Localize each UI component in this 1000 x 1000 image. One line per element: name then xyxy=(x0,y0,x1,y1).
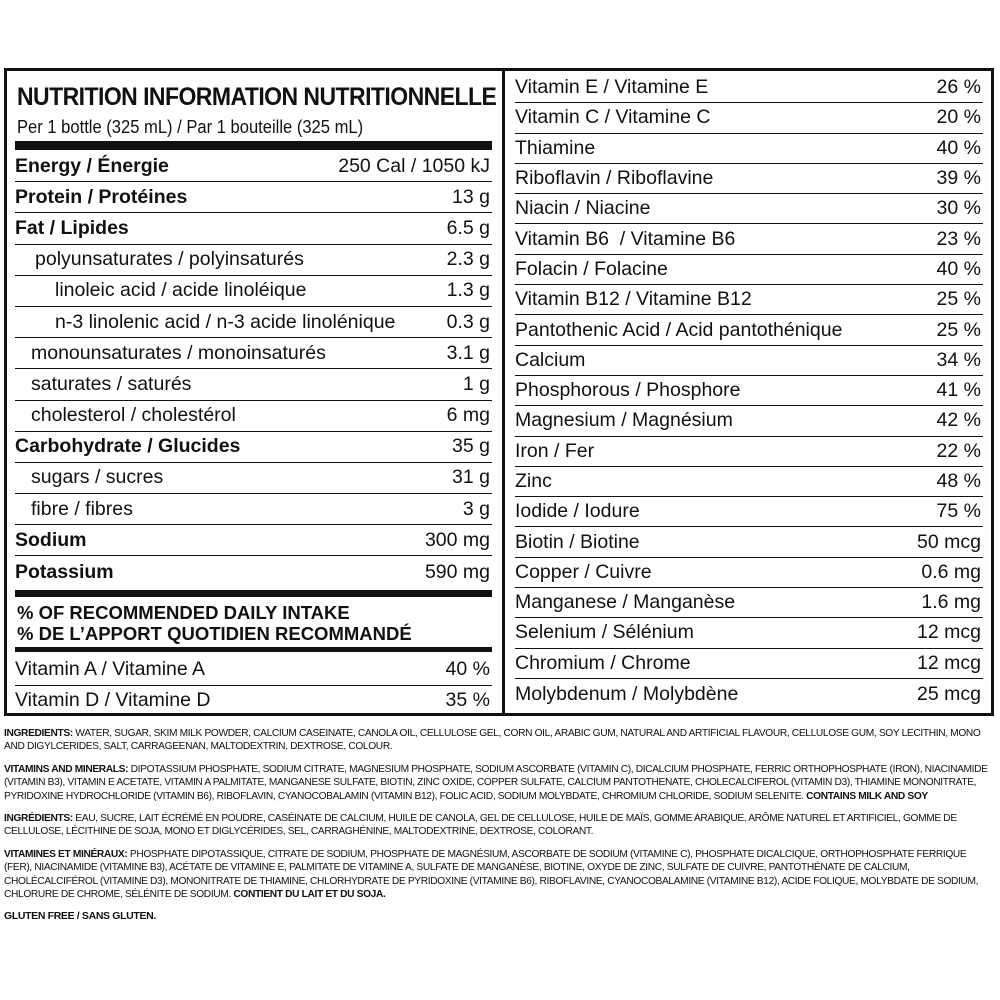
thick-rule xyxy=(15,141,492,150)
vitamin-row: Vitamin B12 / Vitamine B12 25 % xyxy=(515,285,983,315)
left-column xyxy=(15,71,497,713)
nutrient-row-saturates: saturates / saturés 1 g xyxy=(15,369,492,400)
vitamin-row: Vitamin E / Vitamine E 26 % xyxy=(515,73,983,103)
nutrient-row-linolenic: n-3 linolenic acid / n-3 acide linolénique 0.3 g xyxy=(15,307,492,338)
nutrient-row-carbohydrate: Carbohydrate / Glucides 35 g xyxy=(15,432,492,463)
vitamin-row: Molybdenum / Molybdène 25 mcg xyxy=(515,682,981,705)
vitamins-minerals-en: VITAMINS AND MINERALS: DIPOTASSIUM PHOSPHATE, SODIUM CITRATE, MAGNESIUM PHOSPHATE, SODIUM ASCORBATE (VITAMIN C), DICALCIUM PHOSPHATE, FERRIC ORTHOPHOSPHATE (IRON), NIACINAMIDE (VITAMIN B3), VITAMIN E ACETATE, VITAMIN A PALMITATE, MANGANESE SULFATE, BIOTIN, ZINC OXIDE, COPPER SULFATE, CALCIUM PANTOTHENATE, CHOLECALCIFEROL (VITAMIN D3), THIAMINE MONONITRATE, PYRIDOXINE HYDROCHLORIDE (VITAMIN B6), RIBOFLAVIN, CYANOCOBALAMIN (VITAMIN B12), FOLIC ACID, SODIUM MOLYBDATE, CHROMIUM CHLORIDE, SODIUM SELENITE. CONTAINS MILK AND SOY xyxy=(4,763,988,802)
nutrient-row-potassium: Potassium 590 mg xyxy=(15,560,490,583)
vitamin-row: Pantothenic Acid / Acid pantothénique 25 % xyxy=(515,315,983,345)
nutrient-row-fibre: fibre / fibres 3 g xyxy=(15,494,492,525)
vitamin-row: Chromium / Chrome 12 mcg xyxy=(515,649,983,679)
nutrient-row-linoleic: linoleic acid / acide linoléique 1.3 g xyxy=(15,276,492,307)
right-vitamin-list xyxy=(515,73,983,709)
vitamin-row-d: Vitamin D / Vitamine D 35 % xyxy=(15,689,490,712)
nutrient-row-fat: Fat / Lipides 6.5 g xyxy=(15,213,492,244)
vitamin-row: Manganese / Manganèse 1.6 mg xyxy=(515,588,983,618)
nutrient-row-energy: Energy / Énergie 250 Cal / 1050 kJ xyxy=(15,151,492,182)
vitamin-row: Thiamine 40 % xyxy=(515,134,983,164)
left-vitamin-list xyxy=(15,655,492,716)
nutrition-facts-panel xyxy=(4,68,994,716)
vitamin-row: Iron / Fer 22 % xyxy=(515,437,983,467)
nutrient-row-polyunsaturates: polyunsaturates / polyinsaturés 2.3 g xyxy=(15,245,492,276)
section-rule xyxy=(15,647,492,652)
vitamin-row: Vitamin B6 / Vitamine B6 23 % xyxy=(515,224,983,254)
daily-intake-heading: % OF RECOMMENDED DAILY INTAKE % DE L’APPORT QUOTIDIEN RECOMMANDÉ xyxy=(17,602,412,644)
vitamin-row: Magnesium / Magnésium 42 % xyxy=(515,406,983,436)
vitamin-row: Calcium 34 % xyxy=(515,346,983,376)
column-divider xyxy=(502,71,505,713)
ingredients-en: INGREDIENTS: WATER, SUGAR, SKIM MILK POWDER, CALCIUM CASEINATE, CANOLA OIL, CELLULOSE GEL, CORN OIL, ARABIC GUM, NATURAL AND ARTIFICIAL FLAVOUR, CELLULOSE GUM, SOY LECITHIN, MONO AND DIGYLCERIDES, SALT, CARRAGEENAN, MALTODEXTRIN, DEXTROSE, COLOUR. xyxy=(4,728,981,753)
vitamin-row: Selenium / Sélénium 12 mcg xyxy=(515,618,983,648)
vitamin-row: Vitamin C / Vitamine C 20 % xyxy=(515,103,983,133)
nutrient-row-cholesterol: cholesterol / cholestérol 6 mg xyxy=(15,401,492,432)
nutrient-list xyxy=(15,151,492,588)
ingredients-fr: INGRÉDIENTS: EAU, SUCRE, LAIT ÉCRÉMÉ EN POUDRE, CASÉINATE DE CALCIUM, HUILE DE CANOLA, GEL DE CELLULOSE, HUILE DE MAÏS, GOMME ARABIQUE, ARÔME NATUREL ET ARTIFICIEL, GOMME DE CELLULOSE, LÉCITHINE DE SOJA, MONO ET DIGLYCÉRIDES, SEL, CARRAGHÉNINE, MALTODEXTRINE, DEXTROSE, COLORANT. xyxy=(4,813,957,838)
vitamin-row: Copper / Cuivre 0.6 mg xyxy=(515,558,983,588)
vitamin-row: Phosphorous / Phosphore 41 % xyxy=(515,376,983,406)
vitamin-row: Zinc 48 % xyxy=(515,467,983,497)
gluten-free-statement: GLUTEN FREE / SANS GLUTEN. xyxy=(4,910,156,923)
nutrient-row-sugars: sugars / sucres 31 g xyxy=(15,463,492,494)
nutrient-row-sodium: Sodium 300 mg xyxy=(15,525,492,556)
vitamin-row: Folacin / Folacine 40 % xyxy=(515,255,983,285)
nutrient-row-protein: Protein / Protéines 13 g xyxy=(15,182,492,213)
ingredients-block xyxy=(4,727,994,933)
nutrient-row-monounsaturates: monounsaturates / monoinsaturés 3.1 g xyxy=(15,338,492,369)
panel-title: NUTRITION INFORMATION NUTRITIONNELLE xyxy=(17,83,497,111)
vitamin-row: Niacin / Niacine 30 % xyxy=(515,194,983,224)
vitamin-row: Riboflavin / Riboflavine 39 % xyxy=(515,164,983,194)
vitamins-minerals-fr: VITAMINES ET MINÉRAUX: PHOSPHATE DIPOTASSIQUE, CITRATE DE SODIUM, PHOSPHATE DE MAGNÉSIUM, ASCORBATE DE SODIUM (VITAMINE C), PHOSPHATE DICALCIQUE, ORTHOPHOSPHATE FERRIQUE (FER), NIACINAMIDE (VITAMINE B3), ACÉTATE DE VITAMINE E, PALMITATE DE VITAMINE A, SULFATE DE MANGANÈSE, BIOTINE, OXYDE DE ZINC, SULFATE DE CUIVRE, PANTOTHÉNATE DE CALCIUM, CHOLÉCALCIFÉROL (VITAMINE D3), MONONITRATE DE THIAMINE, CHLORHYDRATE DE PYRIDOXINE (VITAMINE B6), RIBOFLAVINE, CYANOCOBALAMINE (VITAMINE B12), ACIDE FOLIQUE, MOLYBDATE DE SODIUM, CHLORURE DE CHROME, SÉLÉNITE DE SODIUM. CONTIENT DU LAIT ET DU SOJA. xyxy=(4,848,979,901)
serving-size: Per 1 bottle (325 mL) / Par 1 bouteille (325 mL) xyxy=(17,117,364,137)
vitamin-row-a: Vitamin A / Vitamine A 40 % xyxy=(15,655,492,686)
vitamin-row: Iodide / Iodure 75 % xyxy=(515,497,983,527)
section-rule xyxy=(15,590,492,597)
vitamin-row: Biotin / Biotine 50 mcg xyxy=(515,527,983,557)
